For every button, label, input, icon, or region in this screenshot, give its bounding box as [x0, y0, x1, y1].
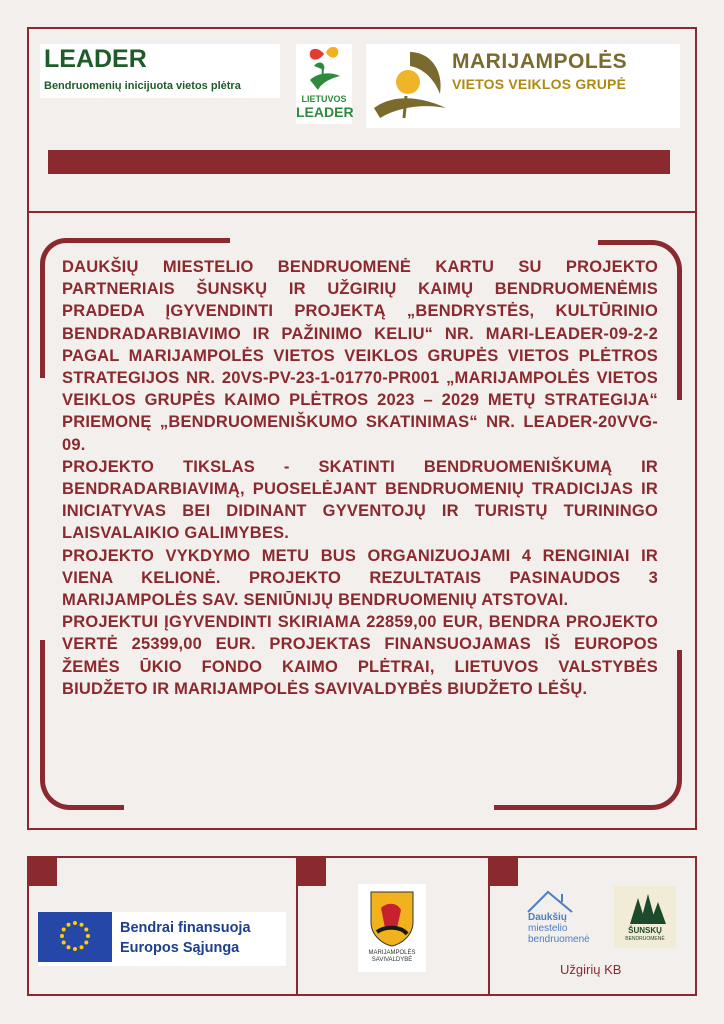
lietuvos-leader-bottom: LEADER	[296, 104, 354, 120]
mvvg-title: MARIJAMPOLĖS	[452, 50, 628, 73]
sunsku-subtitle: BENDRUOMENĖ	[625, 936, 665, 942]
header-divider	[27, 211, 697, 213]
marijampole-coat-of-arms	[358, 884, 426, 972]
mvvg-emblem-icon	[370, 48, 450, 124]
mvvg-subtitle: VIETOS VEIKLOS GRUPĖ	[452, 76, 627, 92]
paragraph-3: PROJEKTO VYKDYMO METU BUS ORGANIZUOJAMI 4 RENGINIAI IR VIENA KELIONĖ. PROJEKTO REZULTATAIS PASINAUDOS 3 MARIJAMPOLĖS SAV. SENIŪNIJŲ BENDRUOMENIŲ ATSTOVAI.	[62, 546, 658, 610]
lietuvos-leader-icon	[296, 44, 352, 94]
footer-tab-3	[488, 856, 518, 886]
eu-funding-text	[120, 918, 251, 958]
eu-funding-line2: Europos Sąjunga	[120, 940, 240, 956]
coat-of-arms-icon	[367, 888, 417, 948]
dauksiu-line2: miestelio	[528, 923, 568, 934]
eu-funding-line1: Bendrai finansuoja	[120, 920, 251, 936]
uzgiriu-label: Užgirių KB	[560, 962, 622, 977]
header-accent-bar	[48, 150, 670, 174]
mvvg-logo	[366, 44, 680, 128]
lietuvos-leader-top: LIETUVOS	[301, 94, 347, 104]
leader-logo	[40, 44, 280, 98]
trees-icon	[620, 890, 670, 926]
announcement-text	[62, 256, 658, 700]
lietuvos-leader-logo	[296, 44, 352, 124]
paragraph-2: PROJEKTO TIKSLAS - SKATINTI BENDRUOMENIŠKUMĄ IR BENDRADARBIAVIMĄ, PUOSELĖJANT BENDRUOMENIŲ TRADICIJAS IR INICIATYVAS BEI DIDINANT GYVENTOJŲ IR TURISTŲ TURININGO LAISVALAIKIO GALIMYBES.	[62, 457, 658, 543]
coat-caption-line1: MARIJAMPOLĖS	[368, 950, 416, 956]
coat-caption-line2: SAVIVALDYBĖ	[371, 957, 413, 963]
paragraph-4: PROJEKTUI ĮGYVENDINTI SKIRIAMA 22859,00 EUR, BENDRA PROJEKTO VERTĖ 25399,00 EUR. PROJEKTAS FINANSUOJAMAS IŠ EUROPOS ŽEMĖS ŪKIO FONDO KAIMO PLĖTRAI, LIETUVOS VALSTYBĖS BIUDŽETO IR MARIJAMPOLĖS SAVIVALDYBĖS BIUDŽETO LĖŠŲ.	[62, 613, 658, 698]
eu-flag-icon	[38, 912, 112, 962]
coat-caption	[358, 950, 426, 964]
dauksiu-line3: bendruomenė	[528, 934, 590, 945]
footer-tab-2	[296, 856, 326, 886]
eu-funding-logo	[38, 912, 286, 966]
dauksiu-text	[528, 912, 590, 945]
leader-logo-title: LEADER	[44, 45, 147, 73]
sunsku-community-logo	[614, 886, 676, 948]
dauksiu-line1: Daukšių	[528, 912, 567, 923]
footer-tab-1	[27, 856, 57, 886]
dauksiu-community-logo	[524, 888, 602, 950]
sunsku-title: ŠUNSKŲ	[628, 926, 662, 935]
paragraph-1: DAUKŠIŲ MIESTELIO BENDRUOMENĖ KARTU SU PROJEKTO PARTNERIAIS ŠUNSKŲ IR UŽGIRIŲ KAIMŲ BENDRUOMENĖMIS PRADEDA ĮGYVENDINTI PROJEKTĄ „BENDRYSTĖS, KULTŪRINIO BENDRADARBIAVIMO IR PAŽINIMO KELIU“ NR. MARI-LEADER-09-2-2 PAGAL MARIJAMPOLĖS VIETOS VEIKLOS GRUPĖS VIETOS PLĖTROS STRATEGIJOS NR. 20VS-PV-23-1-01770-PR001 „MARIJAMPOLĖS VIETOS VEIKLOS GRUPĖS KAIMO PLĖTROS 2023 – 2029 METŲ STRATEGIJA“ PRIEMONĘ „BENDRUOMENIŠKUMO SKATINIMAS“ NR. LEADER-20VVG-09.	[62, 258, 658, 454]
leader-logo-subtitle: Bendruomenių inicijuota vietos plėtra	[44, 80, 241, 92]
